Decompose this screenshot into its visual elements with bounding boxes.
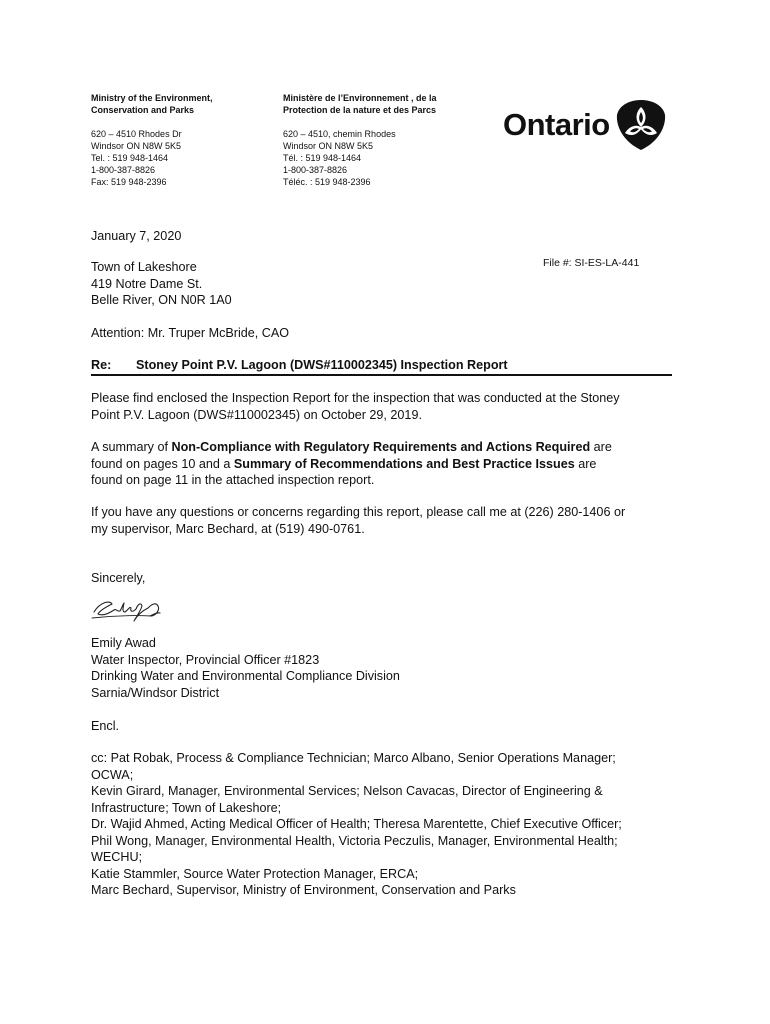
recipient-line: Belle River, ON N0R 1A0 <box>91 293 232 307</box>
text-run: are <box>590 440 612 454</box>
enclosure-note: Encl. <box>91 719 119 733</box>
paragraph-summary <box>91 439 612 489</box>
address-line: Windsor ON N8W 5K5 <box>91 141 182 151</box>
paragraph-enclosed-report <box>91 390 620 423</box>
address-line: Fax: 519 948-2396 <box>91 177 167 187</box>
cc-line: Kevin Girard, Manager, Environmental Services; Nelson Cavacas, Director of Engineering & <box>91 784 603 798</box>
signer-district: Sarnia/Windsor District <box>91 685 220 700</box>
cc-line: Phil Wong, Manager, Environmental Health, Victoria Peczulis, Manager, Environmental Health; <box>91 833 618 848</box>
ministry-header-english <box>91 92 276 188</box>
signer-title: Water Inspector, Provincial Officer #1823 <box>91 652 320 667</box>
letter-date: January 7, 2020 <box>91 229 182 243</box>
address-line-fr: 620 – 4510, chemin Rhodes <box>283 129 396 139</box>
paragraph-line: If you have any questions or concerns regarding this report, please call me at (226) 280-1406 or <box>91 505 626 519</box>
recipient-line: 419 Notre Dame St. <box>91 276 203 291</box>
cc-line: Dr. Wajid Ahmed, Acting Medical Officer of Health; Theresa Marentette, Chief Executive Officer; <box>91 817 622 831</box>
signature-image <box>90 594 162 626</box>
cc-line: OCWA; <box>91 767 134 782</box>
bold-noncompliance: Non-Compliance with Regulatory Requirements and Actions Required <box>171 440 591 454</box>
cc-line: Katie Stammler, Source Water Protection Manager, ERCA; <box>91 866 419 881</box>
cc-list <box>91 750 622 899</box>
signer-division: Drinking Water and Environmental Compliance Division <box>91 669 400 683</box>
address-line-fr: Windsor ON N8W 5K5 <box>283 141 374 151</box>
cc-line: Infrastructure; Town of Lakeshore; <box>91 800 282 815</box>
paragraph-line <box>91 439 612 456</box>
subject-line <box>91 358 672 376</box>
cc-line: WECHU; <box>91 850 143 864</box>
address-line-fr: Téléc. : 519 948-2396 <box>283 177 371 187</box>
paragraph-line: Point P.V. Lagoon (DWS#110002345) on October 29, 2019. <box>91 407 422 422</box>
closing-salutation: Sincerely, <box>91 571 146 585</box>
ministry-header-french <box>283 92 473 188</box>
cc-line: Marc Bechard, Supervisor, Ministry of Environment, Conservation and Parks <box>91 883 516 897</box>
paragraph-contact <box>91 504 625 537</box>
ministry-name-fr-line1: Ministère de l’Environnement , de la <box>283 93 437 103</box>
recipient-line: Town of Lakeshore <box>91 260 197 274</box>
paragraph-line <box>91 456 612 473</box>
address-line: 620 – 4510 Rhodes Dr <box>91 129 182 139</box>
ontario-wordmark: Ontario <box>503 107 610 142</box>
paragraph-line: my supervisor, Marc Bechard, at (519) 490-0761. <box>91 521 365 536</box>
re-label: Re: <box>91 358 112 372</box>
file-number: File #: SI-ES-LA-441 <box>543 257 640 269</box>
text-run: found on pages 10 and a <box>91 456 234 471</box>
subject-text: Stoney Point P.V. Lagoon (DWS#110002345) Inspection Report <box>136 358 508 372</box>
address-line-fr: 1-800-387-8826 <box>283 165 348 175</box>
paragraph-line: found on page 11 in the attached inspection report. <box>91 473 375 487</box>
signature-block <box>91 635 400 701</box>
bold-recommendations: Summary of Recommendations and Best Practice Issues <box>233 456 575 471</box>
ministry-name-line2: Conservation and Parks <box>91 105 195 115</box>
signer-name: Emily Awad <box>91 636 156 650</box>
text-run: A summary of <box>91 440 172 454</box>
recipient-address <box>91 259 232 309</box>
ontario-logo <box>503 98 666 152</box>
trillium-icon <box>616 99 666 151</box>
address-line-fr: Tél. : 519 948-1464 <box>283 153 362 163</box>
ministry-name-line1: Ministry of the Environment, <box>91 93 213 103</box>
address-line: 1-800-387-8826 <box>91 165 156 175</box>
ministry-name-fr-line2: Protection de la nature et des Parcs <box>283 105 437 115</box>
text-run: are <box>574 456 597 471</box>
address-line: Tel. : 519 948-1464 <box>91 153 169 163</box>
paragraph-line: Please find enclosed the Inspection Report for the inspection that was conducted at the Stoney <box>91 391 620 405</box>
attention-line: Attention: Mr. Truper McBride, CAO <box>91 326 290 340</box>
cc-line: cc: Pat Robak, Process & Compliance Technician; Marco Albano, Senior Operations Manager; <box>91 751 616 765</box>
